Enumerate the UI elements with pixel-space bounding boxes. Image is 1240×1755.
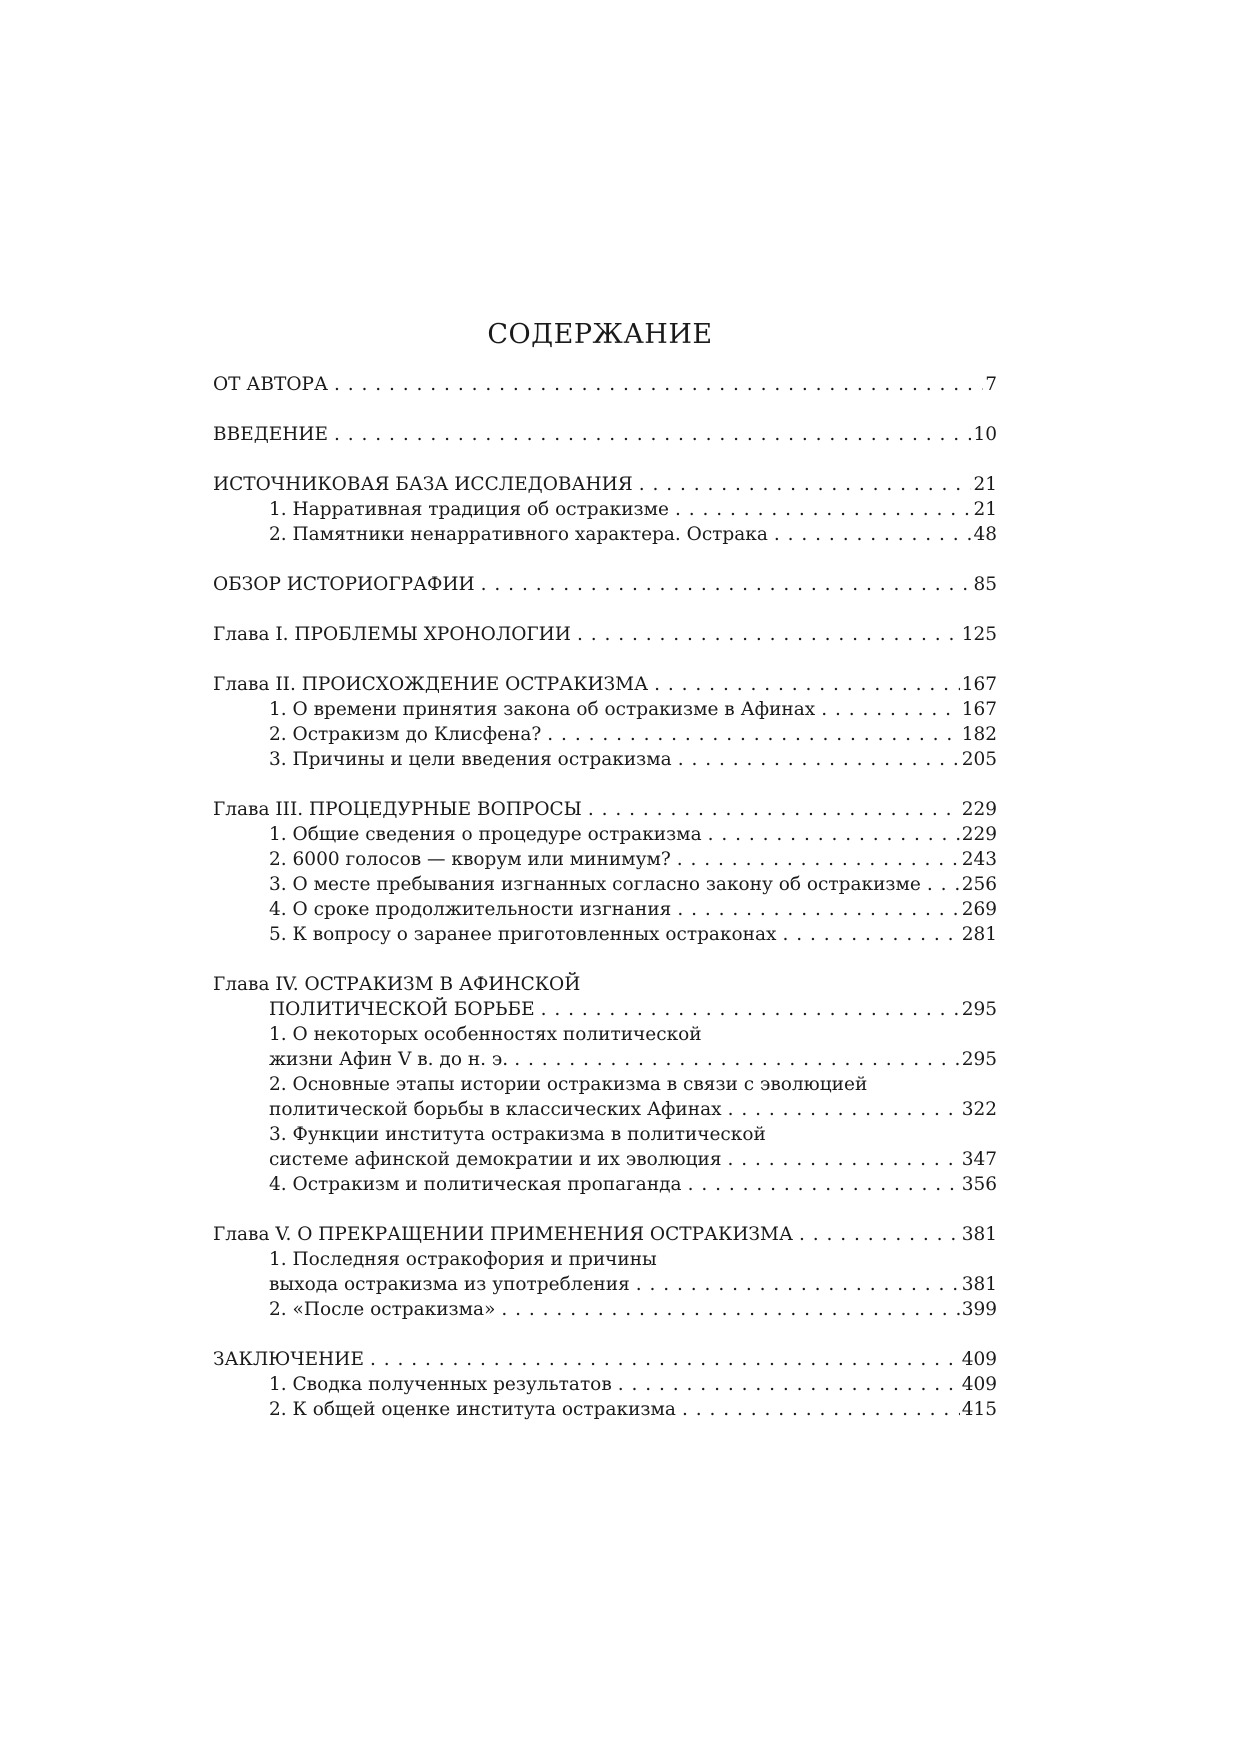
section-spacer xyxy=(213,647,997,672)
toc-subsection-entry[interactable] xyxy=(213,1397,997,1422)
toc-page-number: 269 xyxy=(961,899,997,920)
dot-leader xyxy=(782,922,959,947)
dot-leader xyxy=(708,822,960,847)
dot-leader xyxy=(821,697,959,722)
toc-page-number: 167 xyxy=(961,699,997,720)
toc-subsection-entry[interactable] xyxy=(213,1097,997,1122)
toc-chapter-entry[interactable] xyxy=(213,672,997,697)
toc-subsection-entry[interactable] xyxy=(213,872,997,897)
toc-entry-label: 1. Общие сведения о процедуре остракизма xyxy=(269,822,708,847)
toc-entry-label: 3. Причины и цели введения остракизма xyxy=(269,747,678,772)
dot-leader xyxy=(682,1397,960,1422)
toc-page-number: 167 xyxy=(961,674,997,695)
toc-page-number: 322 xyxy=(961,1099,997,1120)
toc-entry-label: ВВЕДЕНИЕ xyxy=(213,422,334,447)
toc-entry-label: системе афинской демократии и их эволюция xyxy=(269,1147,728,1172)
toc-entry-first-line xyxy=(213,972,997,997)
dot-leader xyxy=(588,797,960,822)
toc-page-number: 295 xyxy=(961,1049,997,1070)
toc-entry-label: выхода остракизма из употребления xyxy=(269,1272,636,1297)
toc-page-number: 7 xyxy=(985,374,997,395)
toc-subsection-entry[interactable] xyxy=(213,1372,997,1397)
toc-chapter-entry[interactable] xyxy=(213,472,997,497)
toc-subsection-entry[interactable] xyxy=(213,1172,997,1197)
toc-subsection-entry[interactable] xyxy=(213,922,997,947)
toc-subsection-entry[interactable] xyxy=(213,747,997,772)
toc-entry-label: 2. Основные этапы истории остракизма в связи с эволюцией xyxy=(269,1072,873,1097)
dot-leader xyxy=(577,622,960,647)
toc-subsection-entry[interactable] xyxy=(213,497,997,522)
section-spacer xyxy=(213,397,997,422)
toc-page-number: 381 xyxy=(961,1274,997,1295)
toc-entry-first-line xyxy=(213,1072,997,1097)
toc-page-number: 381 xyxy=(961,1224,997,1245)
toc-entry-label: 5. К вопросу о заранее приготовленных остраконах xyxy=(269,922,782,947)
toc-entry-label: ОБЗОР ИСТОРИОГРАФИИ xyxy=(213,572,481,597)
toc-page-number: 21 xyxy=(973,474,997,495)
toc-entry-first-line xyxy=(213,1022,997,1047)
toc-entry-first-line xyxy=(213,1122,997,1147)
toc-entry-label: 2. Остракизм до Клисфена? xyxy=(269,722,547,747)
dot-leader xyxy=(639,472,972,497)
toc-entry-label: Глава V. О ПРЕКРАЩЕНИИ ПРИМЕНЕНИЯ ОСТРАКИЗМА xyxy=(213,1222,799,1247)
dot-leader xyxy=(618,1372,960,1397)
dot-leader xyxy=(334,372,983,397)
toc-entry-label: 2. 6000 голосов — кворум или минимум? xyxy=(269,847,677,872)
dot-leader xyxy=(514,1047,960,1072)
toc-entry-label: 1. О некоторых особенностях политической xyxy=(269,1022,708,1047)
toc-chapter-entry[interactable] xyxy=(213,372,997,397)
page-title: СОДЕРЖАНИЕ xyxy=(487,319,713,350)
toc-subsection-entry[interactable] xyxy=(213,1147,997,1172)
toc-entry-label: 4. О сроке продолжительности изгнания xyxy=(269,897,677,922)
toc-chapter-entry[interactable] xyxy=(213,422,997,447)
dot-leader xyxy=(927,872,960,897)
dot-leader xyxy=(501,1297,959,1322)
dot-leader xyxy=(774,522,972,547)
toc-subsection-entry[interactable] xyxy=(213,822,997,847)
toc-chapter-entry[interactable] xyxy=(213,1222,997,1247)
toc-entry-label: Глава I. ПРОБЛЕМЫ ХРОНОЛОГИИ xyxy=(213,622,577,647)
toc-subsection-entry[interactable] xyxy=(213,897,997,922)
toc-entry-label: 4. Остракизм и политическая пропаганда xyxy=(269,1172,688,1197)
toc-page-number: 415 xyxy=(961,1399,997,1420)
dot-leader xyxy=(370,1347,960,1372)
dot-leader xyxy=(636,1272,960,1297)
toc-entry-label: 1. Сводка полученных результатов xyxy=(269,1372,618,1397)
section-spacer xyxy=(213,772,997,797)
toc-chapter-entry[interactable] xyxy=(213,1347,997,1372)
dot-leader xyxy=(334,422,971,447)
toc-subsection-entry[interactable] xyxy=(213,1272,997,1297)
toc-entry-label: ПОЛИТИЧЕСКОЙ БОРЬБЕ xyxy=(269,997,541,1022)
toc-page-number: 21 xyxy=(973,499,997,520)
section-spacer xyxy=(213,947,997,972)
toc-entry-label: Глава IV. ОСТРАКИЗМ В АФИНСКОЙ xyxy=(213,972,586,997)
toc-entry-label: 2. «После остракизма» xyxy=(269,1297,501,1322)
dot-leader xyxy=(728,1097,960,1122)
toc-entry-first-line xyxy=(213,1247,997,1272)
toc-subsection-entry[interactable] xyxy=(213,722,997,747)
toc-subsection-entry[interactable] xyxy=(213,522,997,547)
toc-entry-label: 3. Функции института остракизма в политической xyxy=(269,1122,772,1147)
section-spacer xyxy=(213,547,997,572)
toc-page-number: 10 xyxy=(973,424,997,445)
toc-subsection-entry[interactable] xyxy=(213,847,997,872)
toc-subsection-entry[interactable] xyxy=(213,1297,997,1322)
toc-chapter-entry[interactable] xyxy=(213,572,997,597)
section-spacer xyxy=(213,1197,997,1222)
toc-entry-label: ОТ АВТОРА xyxy=(213,372,334,397)
toc-entry-label: 2. Памятники ненарративного характера. Острака xyxy=(269,522,774,547)
dot-leader xyxy=(799,1222,960,1247)
toc-entry-label: 1. Нарративная традиция об остракизме xyxy=(269,497,675,522)
toc-page-number: 243 xyxy=(961,849,997,870)
toc-page-number: 409 xyxy=(961,1349,997,1370)
dot-leader xyxy=(481,572,972,597)
toc-page-number: 48 xyxy=(973,524,997,545)
table-of-contents xyxy=(213,372,997,1422)
section-spacer xyxy=(213,597,997,622)
toc-page-number: 281 xyxy=(961,924,997,945)
toc-page-number: 85 xyxy=(973,574,997,595)
dot-leader xyxy=(678,747,960,772)
toc-page-number: 347 xyxy=(961,1149,997,1170)
toc-page-number: 229 xyxy=(961,824,997,845)
toc-entry-label: 1. О времени принятия закона об остракизме в Афинах xyxy=(269,697,821,722)
toc-entry-label: 2. К общей оценке института остракизма xyxy=(269,1397,682,1422)
toc-page-number: 182 xyxy=(961,724,997,745)
toc-chapter-entry[interactable] xyxy=(213,797,997,822)
toc-entry-label: 1. Последняя остракофория и причины xyxy=(269,1247,663,1272)
dot-leader xyxy=(654,672,960,697)
dot-leader xyxy=(688,1172,960,1197)
toc-subsection-entry[interactable] xyxy=(213,697,997,722)
dot-leader xyxy=(541,997,960,1022)
section-spacer xyxy=(213,447,997,472)
dot-leader xyxy=(677,897,959,922)
toc-page-number: 399 xyxy=(961,1299,997,1320)
dot-leader xyxy=(677,847,960,872)
dot-leader xyxy=(728,1147,960,1172)
section-spacer xyxy=(213,1322,997,1347)
toc-page-number: 205 xyxy=(961,749,997,770)
toc-entry-label: 3. О месте пребывания изгнанных согласно закону об остракизме xyxy=(269,872,927,897)
toc-page-number: 295 xyxy=(961,999,997,1020)
toc-page-number: 229 xyxy=(961,799,997,820)
toc-page-number: 256 xyxy=(961,874,997,895)
toc-chapter-entry[interactable] xyxy=(213,997,997,1022)
dot-leader xyxy=(675,497,971,522)
toc-chapter-entry[interactable] xyxy=(213,622,997,647)
toc-subsection-entry[interactable] xyxy=(213,1047,997,1072)
toc-entry-label: Глава III. ПРОЦЕДУРНЫЕ ВОПРОСЫ xyxy=(213,797,588,822)
toc-entry-label: ИСТОЧНИКОВАЯ БАЗА ИССЛЕДОВАНИЯ xyxy=(213,472,639,497)
toc-entry-label: жизни Афин V в. до н. э. xyxy=(269,1047,514,1072)
toc-entry-label: политической борьбы в классических Афинах xyxy=(269,1097,728,1122)
dot-leader xyxy=(547,722,959,747)
toc-entry-label: ЗАКЛЮЧЕНИЕ xyxy=(213,1347,370,1372)
toc-page-number: 125 xyxy=(961,624,997,645)
toc-page-number: 356 xyxy=(961,1174,997,1195)
toc-page-number: 409 xyxy=(961,1374,997,1395)
toc-entry-label: Глава II. ПРОИСХОЖДЕНИЕ ОСТРАКИЗМА xyxy=(213,672,654,697)
